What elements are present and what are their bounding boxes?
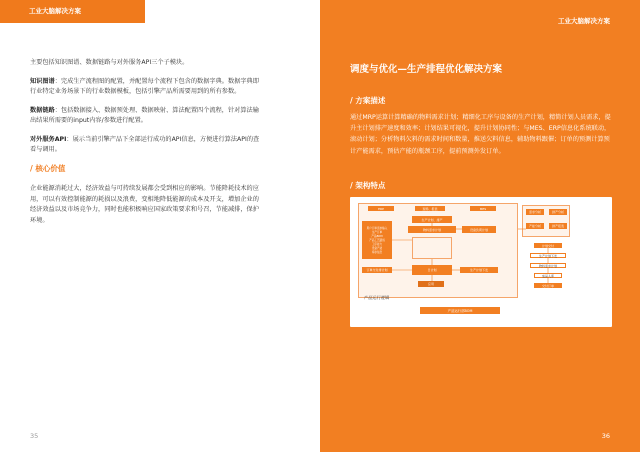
diagram-flow-release: 生产计划下发 (530, 253, 566, 258)
left-header-bar (0, 0, 145, 23)
knowledge-graph-text: ：完成生产流程图的配置，并配置每个流程下包含的数据字典。数据字典即行业特定业务场景下的行业数据模板，包括引擎产品所需要用到的所有参数。 (30, 77, 259, 95)
right-page-number: 36 (601, 432, 610, 440)
diagram-logic-label: 产品运行逻辑 (364, 295, 390, 300)
diagram-report-box: 现场、报表 (415, 206, 445, 211)
data-link-text: ：包括数据接入、数据预处理、数据映射、算法配置四个流程，针对算法输出结果所需要的input内容/参数进行配置。 (30, 106, 259, 124)
left-page-number: 35 (30, 432, 39, 440)
right-page-title: 调度与优化—生产排程优化解决方案 (350, 64, 503, 75)
api-term: 对外服务API (30, 135, 67, 143)
diagram-flow-order: 交付订单 (534, 283, 562, 288)
knowledge-graph-term: 知识图谱 (30, 77, 55, 85)
core-value-paragraph: 企业能源消耗过大，经济效益与可持续发展都会受到相应的影响。节能降耗技术的应用，可以有效控制能源的耗损以及浪费，变相地降低能源的成本及开支，增加企业的经济效益以及市场竞争力，同时也能积极响应国家政策要求和号召，节能减排，保护环境。 (30, 185, 259, 224)
left-header-title: 工业大脑解决方案 (29, 7, 81, 15)
data-link-term: 数据链路 (30, 106, 55, 114)
right-page (320, 0, 640, 452)
knowledge-graph-paragraph (30, 77, 262, 98)
diagram-mes-box: MES (470, 206, 496, 211)
diagram-demand-analysis: 需求分析 (526, 209, 544, 215)
section-architecture-heading: / 架构特点 (350, 181, 386, 190)
diagram-schedule-report: 排产报表 (549, 223, 567, 229)
section-description-heading: / 方案描述 (350, 96, 386, 105)
diagram-plan-release: 生产计划下发 (460, 267, 498, 273)
diagram-order-delivery: 订单交付排计划 (362, 267, 392, 273)
diagram-material-plan: 物料需求计划 (408, 226, 456, 233)
api-paragraph (30, 135, 262, 156)
diagram-input-block: 用户订单需求输入 生产订单 产品BOM 产品工艺路线 工序能力 设备产能 库存信息 (362, 221, 392, 259)
diagram-erp-box: ERP (368, 206, 394, 211)
diagram-schedule-analysis: 排产分析 (549, 209, 567, 215)
intro-paragraph: 主要包括知识图谱、数据链路与对外服务API三个子模块。 (30, 59, 189, 66)
diagram-flow-delivery: 计划交付 (534, 243, 562, 248)
diagram-apply-box: 应用 (418, 281, 444, 287)
diagram-daily-plan: 日计划 (412, 265, 452, 275)
api-text: ：展示当前引擎产品下全部运行成功的API信息，方便进行算法API的查看与调用。 (30, 135, 260, 153)
diagram-equipment-plan: 设备负荷计划 (462, 226, 496, 233)
diagram-production-plan: 生产计划、排产 (412, 216, 452, 223)
diagram-flow-material: 物料需求计划 (530, 263, 566, 268)
core-value-heading: / 核心价值 (30, 163, 66, 173)
description-paragraph: 通过MRP运算计算精确的物料需求计划；精细化工序与设备的生产计划，精简计划人员需求，提升主计划排产速度和效率；计划结果可视化，提升计划协同性；与MES、ERP信息化系统联动，滚动计划；分析物料欠料的需求时间和数量，推送欠料信息，辅助物料跟催；订单的预测计算预计产能需求，预估产能的瓶颈工序，提前预测外发订单。 (350, 114, 611, 155)
diagram-flow-stock: 成品入库 (534, 273, 562, 278)
data-link-paragraph (30, 106, 262, 127)
diagram-foot-bar: 产品运行部BOM (420, 307, 500, 314)
diagram-capacity-analysis: 产能分析 (526, 223, 544, 229)
right-header-title: 工业大脑解决方案 (558, 17, 610, 25)
left-content (30, 58, 262, 234)
architecture-diagram (350, 197, 612, 327)
